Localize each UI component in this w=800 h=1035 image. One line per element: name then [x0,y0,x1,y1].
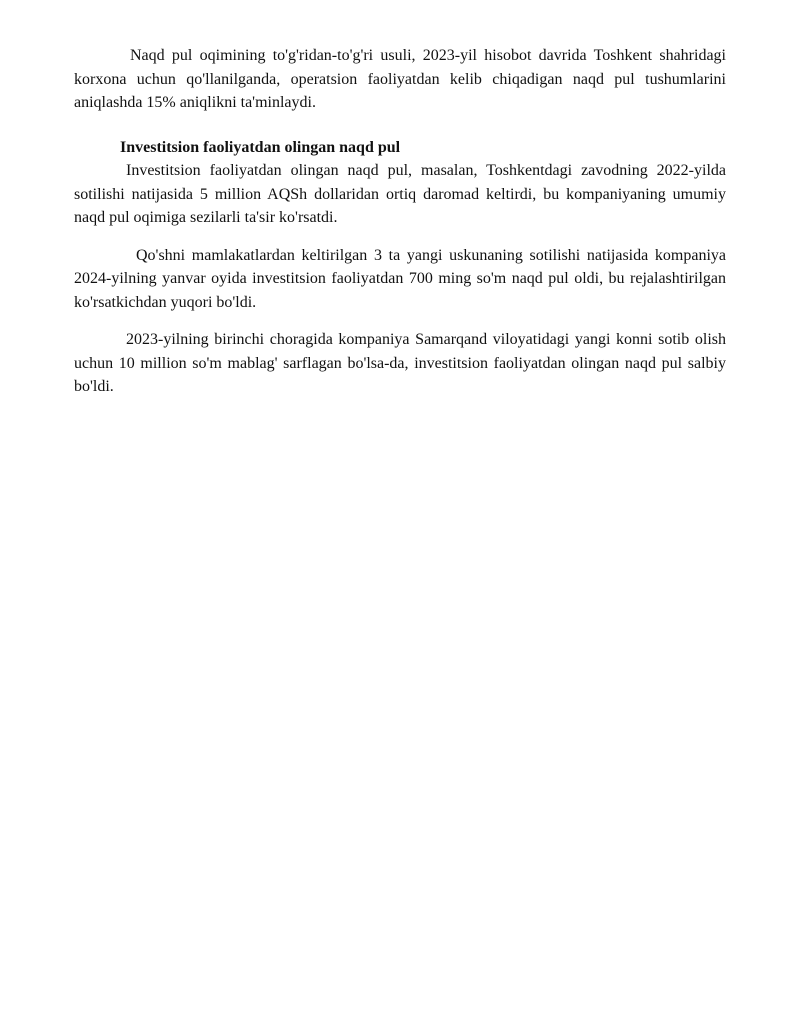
paragraph-factory-sale: Investitsion faoliyatdan olingan naqd pul, masalan, Toshkentdagi zavodning 2022-yilda sotilishi natijasida 5 million AQSh dollaridan ortiq daromad keltirdi, bu kompaniyaning umumiy naqd pul oqimiga sezilarli ta'sir ko'rsatdi. [74,162,726,226]
paragraph-direct-method: Naqd pul oqimining to'g'ridan-to'g'ri usuli, 2023-yil hisobot davrida Toshkent shahridagi korxona uchun qo'llanilganda, operatsion faoliyatdan kelib chiqadigan naqd pul tushumlarini aniqlashda 15% aniqlikni ta'minlaydi. [74,47,726,111]
paragraph-mine-purchase: 2023-yilning birinchi choragida kompaniya Samarqand viloyatidagi yangi konni sotib olish uchun 10 million so'm mablag' sarflagan bo'lsa-da, investitsion faoliyatdan olingan naqd pul salbiy bo'ldi. [74,331,726,395]
section-heading: Investitsion faoliyatdan olingan naqd pul [120,138,401,156]
paragraph-equipment-sale: Qo'shni mamlakatlardan keltirilgan 3 ta yangi uskunaning sotilishi natijasida kompaniya 2024-yilning yanvar oyida investitsion faoliyatdan 700 ming so'm naqd pul oldi, bu rejalashtirilgan ko'rsatkichdan yuqori bo'ldi. [74,246,726,311]
document-content [74,44,726,399]
